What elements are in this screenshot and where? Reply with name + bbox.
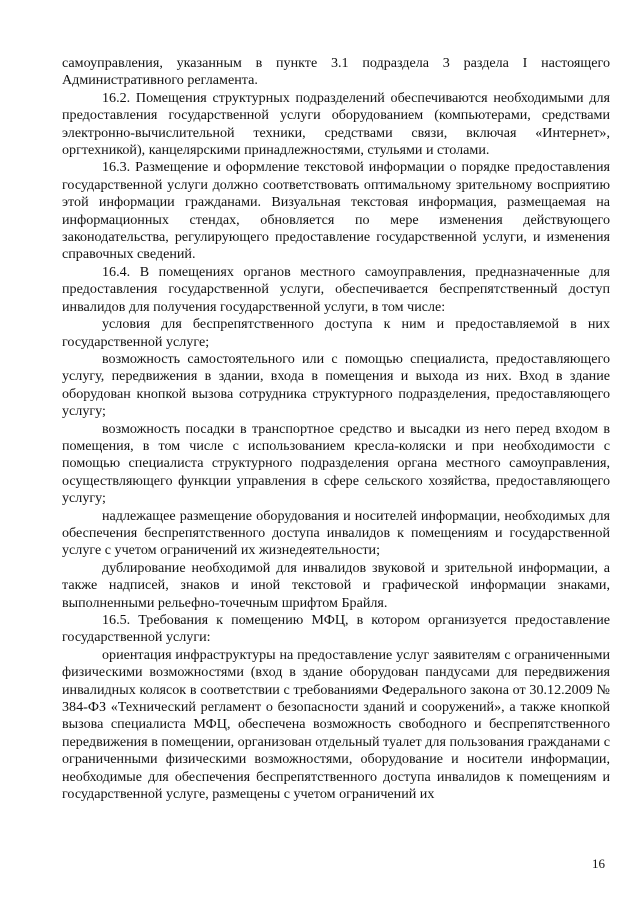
paragraph-braille: дублирование необходимой для инвалидов звуковой и зрительной информации, а также надписей, знаков и иной текстовой и графической информации знаками, выполненными рельефно-точечным шрифтом Брайля.	[62, 559, 610, 611]
paragraph-transport: возможность посадки в транспортное средство и высадки из него перед входом в помещения, в том числе с использованием кресла-коляски и при необходимости с помощью специалиста структурного подразделения органа местного самоуправления, осуществляющего функции управления в сфере сельского хозяйства, предоставляющего услугу;	[62, 420, 610, 507]
paragraph-16-3: 16.3. Размещение и оформление текстовой информации о порядке предоставления государственной услуги должно соответствовать оптимальному зрительному восприятию этой информации гражданами. Визуальная текстовая информация, размещаемая на информационных стендах, обновляется по мере изменения действующего законодательства, регулирующего предоставление государственной услуги, и изменения справочных сведений.	[62, 159, 610, 263]
page-number: 16	[592, 856, 605, 871]
paragraph-access-conditions: условия для беспрепятственного доступа к ним и предоставляемой в них государственной услуге;	[62, 316, 610, 350]
paragraph-16-5: 16.5. Требования к помещению МФЦ, в котором организуется предоставление государственной услуги:	[62, 612, 610, 646]
paragraph-equipment: надлежащее размещение оборудования и носителей информации, необходимых для обеспечения беспрепятственного доступа инвалидов к помещениям и государственной услуге с учетом ограничений их жизнедеятельности;	[62, 507, 610, 559]
paragraph-16-4: 16.4. В помещениях органов местного самоуправления, предназначенные для предоставления государственной услуги, обеспечивается беспрепятственный доступ инвалидов для получения государственной услуги, в том числе:	[62, 263, 610, 315]
paragraph-continuation: самоуправления, указанным в пункте 3.1 подраздела 3 раздела I настоящего Административного регламента.	[62, 55, 610, 89]
paragraph-movement: возможность самостоятельного или с помощью специалиста, предоставляющего услугу, передвижения в здании, входа в помещения и выхода из них. Вход в здание оборудован кнопкой вызова сотрудника структурного подразделения, предоставляющего услугу;	[62, 350, 610, 420]
paragraph-16-2: 16.2. Помещения структурных подразделений обеспечиваются необходимыми для предоставления государственной услуги оборудованием (компьютерами, средствами электронно-вычислительной техники, средствами связи, включая «Интернет», оргтехникой), канцелярскими принадлежностями, стульями и столами.	[62, 89, 610, 159]
paragraph-infrastructure: ориентация инфраструктуры на предоставление услуг заявителям с ограниченными физическими возможностями (вход в здание оборудован пандусами для передвижения инвалидных колясок в соответствии с требованиями Федерального закона от 30.12.2009 № 384-ФЗ «Технический регламент о безопасности зданий и сооружений», а также кнопкой вызова специалиста МФЦ, обеспечена возможность свободного и беспрепятственного передвижения в помещении, организован отдельный туалет для пользования гражданами с ограниченными физическими возможностями, оборудование и носители информации, необходимые для обеспечения беспрепятственного доступа инвалидов к помещениям и государственной услуге, размещены с учетом ограничений их	[62, 646, 610, 803]
document-page	[62, 55, 610, 803]
